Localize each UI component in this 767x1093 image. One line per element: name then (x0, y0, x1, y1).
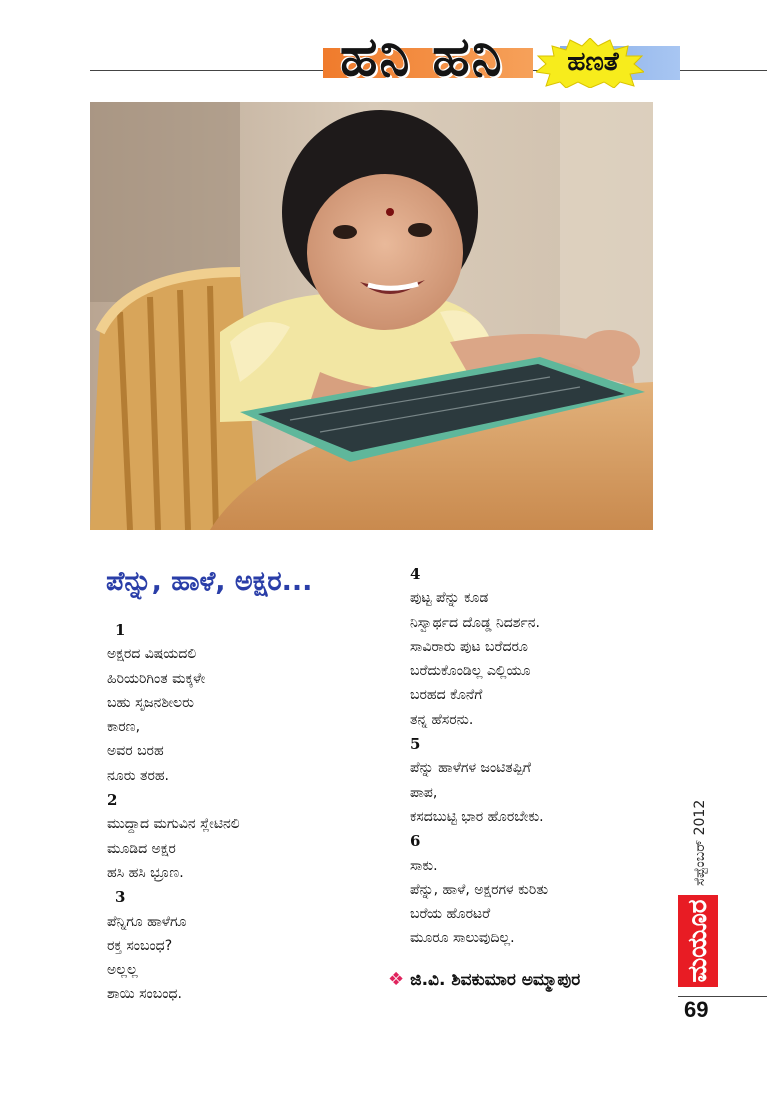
poem-line: ಪಾಪ, (410, 784, 438, 801)
poem-column-left (107, 618, 357, 1007)
poem-line: ಕಸದಬುಟ್ಟಿ ಭಾರ ಹೊರಬೇಕು. (410, 808, 544, 825)
poem-line: ಮೂಡಿದ ಅಕ್ಷರ (107, 840, 176, 857)
poem-line: ಸಾವಿರಾರು ಪುಟ ಬರೆದರೂ (410, 638, 528, 655)
author-name: ಜಿ.ವಿ. ಶಿವಕುಮಾರ ಅಮ್ಮಾಪುರ (410, 970, 581, 990)
poem-line: ಬರಹದ ಕೊನೆಗೆ (410, 687, 483, 704)
poem-line: ಹಸಿ ಹಸಿ ಭ್ರೂಣ. (107, 864, 184, 881)
stanza-number: 2 (107, 791, 118, 810)
stanza-number: 6 (410, 832, 421, 851)
poem-line: ಮೂರೂ ಸಾಲುವುದಿಲ್ಲ. (410, 930, 515, 947)
poem-line: ಬರೆದುಕೊಂಡಿಲ್ಲ ಎಲ್ಲಿಯೂ (410, 663, 531, 680)
diamond-bullet-icon: ❖ (388, 969, 405, 990)
poem-line: ಪೆನ್ನು, ಹಾಳೆ, ಅಕ್ಷರಗಳ ಕುರಿತು (410, 881, 549, 898)
section-title: ಹನಿ ಹನಿ (340, 25, 504, 88)
poem-line: ತನ್ನ ಹೆಸರನು. (410, 711, 474, 728)
stanza-number: 5 (410, 735, 421, 754)
poem-line: ಪೆನ್ನಿಗೂ ಹಾಳೆಗೂ (107, 913, 187, 930)
page-number: 69 (684, 997, 709, 1022)
issue-date (686, 788, 716, 888)
child-with-slate-photo (90, 102, 653, 530)
poem-line: ಪೆನ್ನು ಹಾಳೆಗಳ ಜಂಟಿತಪ್ಪಿಗೆ (410, 760, 531, 777)
poem-line: ಮುದ್ದಾದ ಮಗುವಿನ ಸ್ಲೇಟಿನಲಿ (107, 816, 240, 833)
poem-line: ನೂರು ತರಹ. (107, 767, 170, 784)
poem-author (388, 965, 678, 995)
poem-line: ರಕ್ತ ಸಂಬಂಧ? (107, 937, 173, 954)
section-badge: ಹಣತೆ (567, 47, 619, 77)
stanza-number: 1 (115, 621, 126, 639)
poem-line: ಕಾರಣ, (107, 719, 141, 736)
poem-line: ಹಿರಿಯರಿಗಿಂತ ಮಕ್ಕಳೇ (107, 670, 206, 687)
poem-line: ಅಲ್ಲಲ್ಲ (107, 962, 138, 979)
poem-line: ಬಹು ಸೃಜನಶೀಲರು (107, 694, 194, 711)
magazine-logo-text: ಮಯೂರ (683, 899, 713, 983)
poem-line: ನಿಸ್ವಾರ್ಥದ ದೊಡ್ಡ ನಿದರ್ಶನ. (410, 614, 540, 631)
stanza-number: 3 (115, 888, 126, 907)
poem-line: ಅಕ್ಷರದ ವಿಷಯದಲಿ (107, 646, 197, 663)
poem-column-right (410, 562, 660, 951)
poem-line: ಬರೆಯ ಹೊರಟರೆ (410, 906, 491, 923)
poem-line: ಸಾಕು. (410, 857, 438, 874)
magazine-logo (678, 895, 718, 987)
poem-line: ಪುಟ್ಟ ಪೆನ್ನು ಕೂಡ (410, 590, 489, 607)
poem-line: ಅವರ ಬರಹ (107, 743, 164, 760)
poem-line: ಶಾಯಿ ಸಂಬಂಧ. (107, 986, 182, 1003)
issue-date-text: ಸೆಪ್ಟೆಂಬರ್ 2012 (692, 799, 708, 886)
poem-title: ಪೆನ್ನು, ಹಾಳೆ, ಅಕ್ಷರ... (106, 566, 313, 597)
stanza-number: 4 (410, 565, 421, 583)
